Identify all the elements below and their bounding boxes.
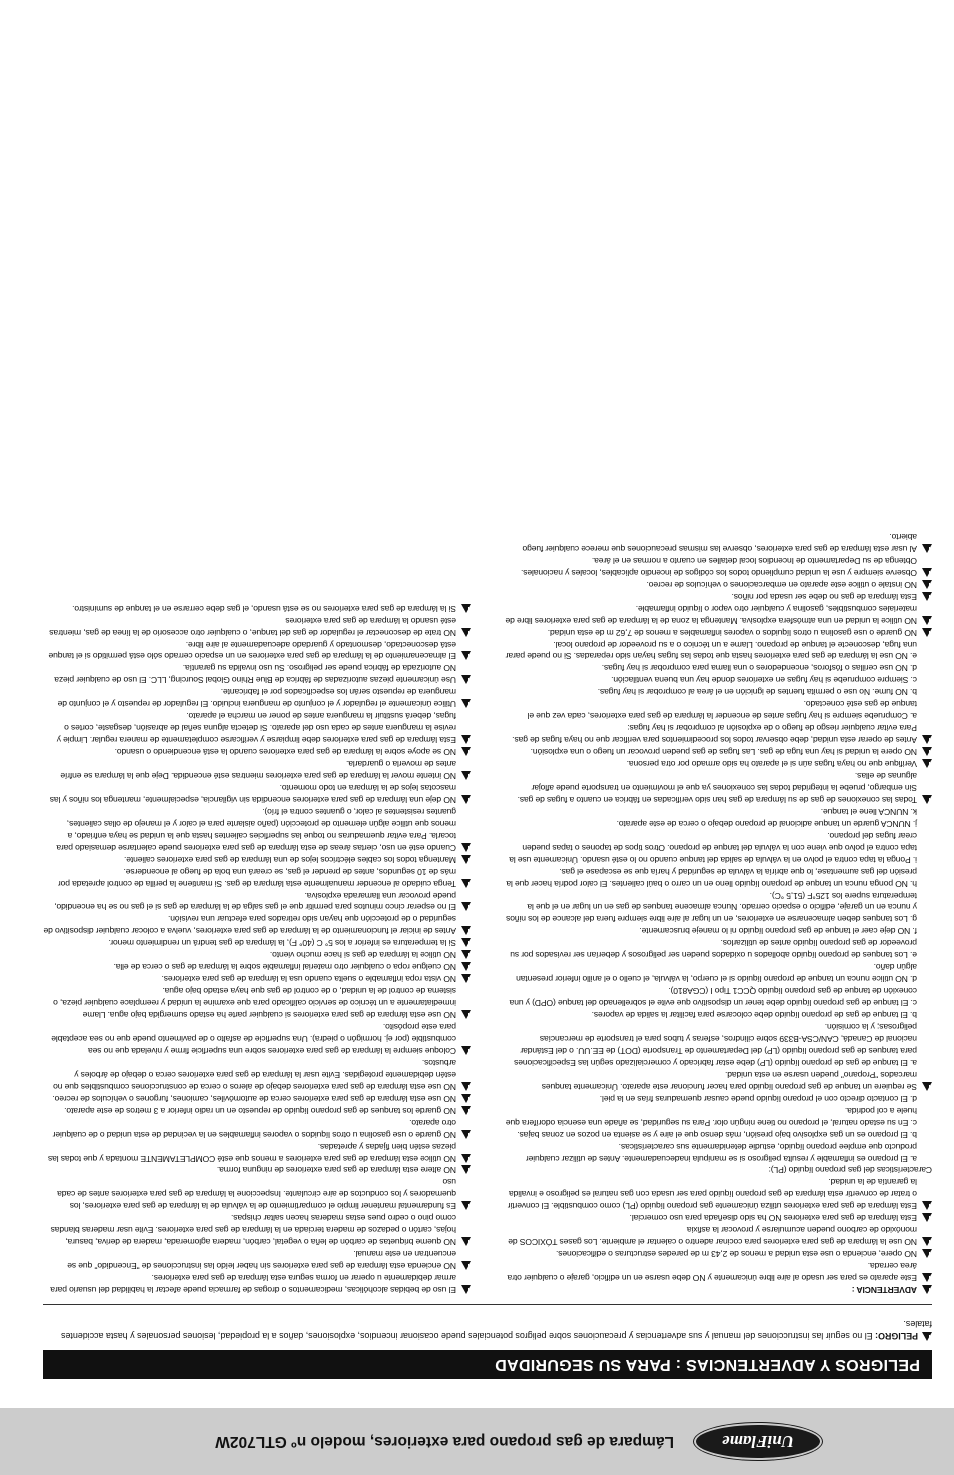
lp-heading: Características del gas propano líquido (PL): (768, 1165, 932, 1176)
right-warning-list (43, 602, 471, 1295)
warning-item (43, 853, 471, 865)
item-text: g. Los tanques deben almacenarse en exteriores, en un lugar al aire libre siempre fuera del alcance de los niños y nunca en un garaje, edificio o espacio cerrado. Nunca almacene tanques de gas en un lugar en el que la temperatura supere los 125°F (51,5 °C). (506, 890, 917, 925)
warning-triangle-icon (461, 879, 471, 888)
item-text: Esta lámpara de gas para exteriores debe limpiarse y verificarse completamente de manera regular. Limpie y revise la manguera antes de cada uso del aparato. Si detecta alguna señal de abrasión, desgaste, cortes o fugas, deberá sustituir la manguera antes de poner en marcha el aparato. (56, 711, 456, 746)
item-text: Si la temperatura es inferior a los 5° C (40° F), la lámpara de gas tendrá un rendimiento menor. (108, 938, 456, 949)
danger-notice (43, 1318, 932, 1342)
tank-requirements-list (504, 805, 932, 1092)
sub-item (504, 984, 932, 1008)
item-text: NO queme briquetas de carbón de leña o vegetal, carbón, madera aglomerada, madera de deriva, basura, hojas, cartón o pedazos de madera terciada en la lámpara de gas para exteriores. Evite usar maderas blandas como pino o cedro pues estas maderas hacen saltar chispas. (50, 1213, 456, 1248)
warning-triangle-icon (461, 903, 471, 912)
warning-item (43, 1104, 471, 1116)
warning-triangle-icon (461, 843, 471, 852)
warning-item (43, 1271, 471, 1295)
warning-item (43, 1140, 471, 1164)
item-text: NO instale o utilice este aparato en embarcaciones o vehículos de recreo. (646, 579, 917, 590)
item-text: k. NUNCA llene el tanque. (820, 806, 917, 817)
warning-triangle-icon (922, 580, 932, 589)
item-text: NO guarde o use gasolina u otros líquidos o vapores inflamables en la vecindad de esta unidad o de cualquier otro aparato. (52, 1117, 456, 1140)
header-bar (0, 1408, 954, 1475)
warning-item (43, 685, 471, 709)
uniflame-logo (696, 1425, 820, 1458)
item-text: Se requiere un tanque de gas propano líquido para hacer funcionar este aparato. Únicamente tanques marcados "Propano" pueden usarse en esta unidad. (541, 1069, 917, 1092)
divider-line (43, 1304, 932, 1305)
warning-item (504, 1223, 932, 1247)
warning-triangle-icon (461, 1285, 471, 1294)
item-text: Tenga cuidado al encender manualmente esta lámpara de gas. Si mantiene la perilla de control apretada por más de 10 segundos, antes de prender el gas, se creará una bola de fuego al encenderse. (58, 866, 456, 889)
item-text: El no esperar cinco minutos para permitir que el gas salga de la lámpara de gas si el gas no se ha encendido, puede provocar una llamarada explosiva. (54, 890, 456, 913)
item-text: a. Compruebe siempre si hay fugas antes de encender la lámpara de gas para exteriores, cada vez que el tanque de gas esté conectado. (527, 699, 917, 722)
item-text: Antes de operar esta unidad, debe observar todos los procedimientos para verificar que no haya fugas de gas. Para evitar cualquier riesgo de fuego o de explosión al comprobar si hay fugas: (512, 723, 917, 746)
item-text: NO opere la unidad si hay una fuga de gas. Las fugas de gas pueden provocar un fuego o una explosión. (530, 747, 917, 758)
warning-triangle-icon (922, 592, 932, 601)
item-text: d. El contacto directo con el propano líquido puede causar quemaduras frías en la piel. (599, 1093, 917, 1104)
warning-item (43, 745, 471, 757)
warning-triangle-icon (461, 962, 471, 971)
warning-item (504, 769, 932, 805)
item-text: NO use esta lámpara de gas para exteriores cerca de automóviles, camiones, furgones o vehículos de recreo. (52, 1093, 456, 1104)
left-column (504, 530, 932, 1295)
sub-item (504, 697, 932, 721)
warning-heading: ADVERTENCIA : (504, 1283, 932, 1295)
item-text: NO se apoye sobre la lámpara de gas para exteriores cuando la está encendiendo o usando. (114, 747, 456, 758)
sub-item (504, 673, 932, 685)
item-text: NO cuelgue ropa o cualquier otro material inflamable sobre la lámpara de gas o cerca de ella. (113, 962, 456, 973)
warning-item (43, 781, 471, 805)
warning-item (43, 1092, 471, 1104)
warning-item (43, 757, 471, 781)
warning-item (504, 578, 932, 590)
warning-item (43, 913, 471, 937)
warning-triangle-icon (922, 759, 932, 768)
sub-item (504, 1140, 932, 1164)
item-text: Verifique que no haya fugas aún si el aparato ha sido armado por otra persona. (626, 759, 917, 770)
item-text: Antes de iniciar el funcionamiento de la lámpara de gas para exteriores, vuelva a colocar cualquier dispositivo de seguridad o de protección que hayan sido retirados para efectuar una revisión. (43, 914, 456, 937)
warning-triangle-icon (461, 1130, 471, 1139)
lp-characteristics-list (504, 1092, 932, 1164)
item-text: d. NO utilice nunca un tanque de propano líquido si el cuerpo, la válvula, el cuello o el anillo inferior presentan algún daño. (516, 962, 917, 985)
danger-text: El no seguir las instrucciones del manual y sus advertencias y precauciones sobre peligros potenciales puede ocasionar incendios, explosiones, daños a la propiedad, lesiones personales y hasta accidentes fatales. (61, 1319, 932, 1341)
warning-triangle-icon (461, 974, 471, 983)
item-text: c. El tanque de gas propano líquido debe tener un dispositivo que evite el sobrellenado del tanque (OPD) y una conexión de tanque de gas propano líquido QCC1 Tipo I (CGA810). (509, 986, 917, 1009)
warning-item (504, 602, 932, 626)
sub-item (504, 817, 932, 829)
item-text: Este aparato es para ser usado al aire libre únicamente y NO debe usarse en un edificio, garaje o cualquier otra área cerrada. (507, 1261, 917, 1284)
storage-warning-list (504, 530, 932, 638)
section-title-bar (43, 1350, 932, 1379)
warning-item (43, 602, 471, 614)
sub-item (504, 1008, 932, 1020)
warning-triangle-icon (922, 1285, 932, 1294)
warning-item (504, 757, 932, 769)
item-text: NO utilice la lámpara de gas si hace mucho viento. (270, 950, 456, 961)
warning-triangle-icon (461, 950, 471, 959)
item-text: b. NO fume. No use o permita fuentes de ignición en el área al comprobar si hay fugas. (597, 687, 917, 698)
item-text: El almacenamiento de la lámpara de gas para exteriores en un espacio cerrado sólo está permitido si el tanque está desconectado, desmontado y guardado adecuadamente al aire libre. (48, 639, 456, 662)
warning-triangle-icon (922, 735, 932, 744)
warning-item (43, 1247, 471, 1271)
warning-triangle-icon (922, 1332, 932, 1341)
warning-triangle-icon (461, 747, 471, 756)
warning-triangle-icon (461, 1082, 471, 1091)
warning-triangle-icon (922, 1213, 932, 1222)
item-text: Observe siempre y use la unidad cumpliendo todos los códigos de incendio aplicables, locales y nacionales. Obtenga de su Departamento de Incendios local detalles en cuanto a normas en el área. (521, 555, 917, 578)
warning-triangle-icon (922, 568, 932, 577)
warning-triangle-icon (461, 604, 471, 613)
warning-item (504, 745, 932, 757)
sub-item (504, 829, 932, 865)
warning-item (43, 1175, 471, 1211)
warning-item (43, 709, 471, 745)
sub-item (504, 1092, 932, 1104)
item-text: f. NO deje caer el tanque de gas propano líquido ni lo maneje bruscamente. (639, 926, 917, 937)
warning-triangle-icon (922, 1082, 932, 1091)
item-text: e. NO use la lámpara de gas para exteriores hasta que todas las fugas hayan sido reparadas. Si no puede parar una fuga, desconecte el tanque de propano. Llame a un técnico o a su proveedor de propano local. (505, 639, 917, 662)
warning-triangle-icon (461, 1010, 471, 1019)
item-text: Esta lámpara de gas no debe ser usada por niños. (731, 591, 917, 602)
item-text: El uso de bebidas alcohólicas, medicamentos o drogas de farmacia puede afectar la habilidad del usuario para armar debidamente u operar en forma segura esta lámpara de gas para exteriores. (50, 1273, 456, 1295)
warning-item (504, 554, 932, 578)
leak-check-list (504, 638, 932, 722)
warning-item (43, 661, 471, 685)
sub-item (504, 1020, 932, 1068)
warning-item (504, 626, 932, 638)
warning-triangle-icon (461, 699, 471, 708)
sub-item (504, 865, 932, 889)
item-text: NO encienda esta lámpara de gas para exteriores sin haber leído las instrucciones de "Encendido" que se encuentran en este manual. (67, 1249, 456, 1272)
warning-item (43, 805, 471, 853)
item-text: NO opere, encienda o use esta unidad a menos de 2,43 m de paredes estructuras o edificaciones. (556, 1249, 917, 1260)
item-text: NO vista ropa inflamable o suelta cuando usa la lámpara de gas para exteriores. (161, 974, 456, 985)
warning-triangle-icon (461, 1201, 471, 1210)
warning-triangle-icon (461, 771, 471, 780)
item-text: i. Ponga la tapa contra el polvo en la válvula de salida del tanque cuando no lo esté usando. Únicamente use la tapa contra el polvo que viene con la válvula del tanque de propano. Otros tipos de tapones o tapas pueden crear fugas del propano. (509, 830, 917, 865)
warning-item (504, 1175, 932, 1211)
section-title: PELIGROS Y ADVERTENCIAS : PARA SU SEGURIDAD (494, 1356, 920, 1373)
warning-triangle-icon (922, 628, 932, 637)
item-text: NO use esta lámpara de gas para exteriores si cualquier parte ha estado sumergida bajo agua. Llame inmediatamente a un técnico de servicio calificado para que examine la unidad y reemplace cualquier pieza, o sistema de control de la unidad, o de control de gas que haya estado bajo agua. (53, 986, 456, 1021)
sub-item (504, 1104, 932, 1128)
warning-triangle-icon (461, 1046, 471, 1055)
item-text: NO altere esta lámpara de gas para exteriores de ninguna forma. (217, 1165, 456, 1176)
warning-item (43, 865, 471, 889)
item-text: c. En su estado natural, el propano no tiene ningún olor. Para su seguridad, se añade una esencia odorífera que huele a col podrida. (506, 1105, 917, 1128)
warning-triangle-icon (461, 1106, 471, 1115)
item-text: Utilice únicamente el regulador y el conjunto de manguera incluido. El regulador de repuesto y el conjunto de manguera de repuesto serán los especificados por el fabricante. (57, 687, 456, 710)
warning-triangle-icon (461, 1094, 471, 1103)
item-text: NO utilice esta lámpara de gas para exteriores a menos que esté COMPLETAMENTE montada y que todas las piezas estén bien fijadas y apretadas. (48, 1141, 456, 1164)
warning-item (504, 1259, 932, 1283)
sub-item (504, 924, 932, 936)
warning-triangle-icon (461, 926, 471, 935)
item-text: Al usar esta lámpara de gas para exteriores, observe las mismas precauciones que merece cualquier fuego abierto. (522, 531, 917, 554)
warning-triangle-icon (461, 795, 471, 804)
item-text: NO guarde o use gasolina u otros líquidos o vapores inflamables a menos de 7,62 m de esta unidad. (547, 627, 917, 638)
warning-triangle-icon (922, 795, 932, 804)
item-text: NO intente mover la lámpara de gas para exteriores mientras esté encendida. Deje que la lámpara se enfríe antes de moverla o guardarla. (60, 759, 456, 782)
item-text: Coloque siempre la lámpara de gas para exteriores sobre una superficie firme y nivelada que no sea combustible (por ej. hormigón o piedra). Una superficie de asfalto o de pavimento puede que no sea aceptable para este propósito. (51, 1022, 456, 1056)
item-text: NO deje una lámpara de gas para exteriores encendida sin vigilancia, especialmente, mantenga los niños y las mascotas lejos de la lámpara en todo momento. (49, 782, 456, 805)
warning-item (43, 614, 471, 638)
item-text: e. Los tanques de propano líquido abollados u oxidados pueden ser peligrosos y deberían ser revisados por su proveedor de gas propano líquido antes de utilizarlos. (510, 938, 917, 961)
item-text: NO trate de desconectar el regulador de gas del tanque, o cualquier otro accesorio de la línea de gas, mientras esté usando la lámpara de gas para exteriores (49, 615, 456, 638)
left-warning-list (504, 1175, 932, 1283)
sub-item (504, 805, 932, 817)
item-text: Cuando esté en uso, ciertas áreas de esta lámpara de gas para exteriores puede calentarse demasiado para tocarla. Para evitar quemaduras no toque las superficies calientes hasta que la unidad se haya enfriado, a menos que utilice algún elemento de protección (paño aislante para el calor y el manejo de ollas calientes, guantes resistentes al calor, o guantes contra el frío). (56, 806, 456, 853)
item-text: Si la lámpara de gas para exteriores no se está usando, el gas debe cerrarse en el tanque de suministro. (72, 603, 456, 614)
item-text: Use únicamente piezas autorizadas de fábrica de Blue Rhino Global Sourcing, LLC. El uso de cualquier pieza NO autorizada de fábrica puede ser peligroso. Su uso invalida su garantía. (54, 663, 456, 686)
warning-triangle-icon (922, 616, 932, 625)
warning-triangle-icon (922, 1273, 932, 1282)
header-title: Lámpara de gas propano para exteriores, modelo nº GTL702W (215, 1433, 674, 1450)
sub-item (504, 685, 932, 697)
item-text: NO use la lámpara de gas para exteriores para cocinar adentro o calentar el ambiente. Los gases TÓXICOS de monóxido de carbono pueden acumularse y provocar la asfixia (508, 1225, 917, 1248)
warning-item (43, 1164, 471, 1176)
item-text: NO guarde los tanques de gas propano líquido de repuesto en un radio inferior a 3 metros de este aparato. (64, 1105, 456, 1116)
right-column (43, 602, 471, 1295)
warning-item (504, 1211, 932, 1223)
item-text: d. NO use cerillas o fósforos, encendedores o una llama para comprobar si hay fugas. (601, 663, 917, 674)
sub-item (504, 1128, 932, 1140)
item-text: h. NO ponga nunca un tanque de propano líquido lleno en un carro o baúl calientes. El calor podría hacer que la presión del gas aumentase, lo que abriría la válvula de seguridad y haría que se escapase el gas. (506, 866, 917, 889)
item-text: Es fundamental mantener limpio el compartimiento de la válvula de la lámpara de gas para exteriores, los quemadores y los conductos de aire circulante. Inspeccione la lámpara de gas para exteriores antes de cada uso (57, 1177, 456, 1212)
warning-item (43, 960, 471, 972)
warning-item (504, 1068, 932, 1092)
item-text: j. NUNCA guarde un tanque adicional de propano debajo o cerca de este aparato. (616, 818, 917, 829)
warning-item (43, 1211, 471, 1247)
warning-triangle-icon (461, 1261, 471, 1270)
warning-triangle-icon (461, 628, 471, 637)
item-text: NO use esta lámpara de gas para exteriores debajo de aleros o cerca de construcciones combustibles que no estén debidamente protegidas. Evite usar la lámpara de gas para exteriores cerca o debajo de árboles y arbustos. (53, 1057, 456, 1092)
warning-triangle-icon (461, 855, 471, 864)
item-text: Esta lámpara de gas para exteriores utiliza únicamente gas propano líquido (PL) como combustible. El convertir o tratar de convertir esta lámpara de gas propano líquido para ser usada con gas natural es peligroso e invalida la garantía de la unidad. (507, 1177, 917, 1212)
danger-label: PELIGRO: (875, 1331, 918, 1341)
item-text: c. Siempre compruebe si hay fugas en exteriores donde hay una buena ventilación. (611, 675, 917, 686)
item-text: Esta lámpara de gas para exteriores NO ha sido diseñada para uso comercial. (629, 1213, 917, 1224)
warning-item (504, 590, 932, 602)
warning-item (43, 984, 471, 1020)
item-text: b. El propano es un gas explosivo bajo presión, más denso que el aire y se asienta en pozos en zonas bajas. (517, 1129, 917, 1140)
warning-triangle-icon (922, 544, 932, 553)
item-text: b. El tanque de gas de propano líquido debe colocarse para facilitar la salida de vapores. (591, 1010, 917, 1021)
warning-item (43, 1020, 471, 1056)
item-text: a. El propano es inflamable y resulta peligroso si se manipula inadecuadamente. Antes de utilizar cualquier producto que emplee propano líquido, estudie detenidamente sus características. (526, 1141, 917, 1164)
warning-item (43, 1116, 471, 1140)
warning-triangle-icon (922, 1249, 932, 1258)
warning-item (43, 1056, 471, 1092)
warning-triangle-icon (461, 651, 471, 660)
warning-item (43, 972, 471, 984)
warning-triangle-icon (461, 735, 471, 744)
warning-triangle-icon (922, 1201, 932, 1210)
leak-warning-list (504, 721, 932, 805)
warning-triangle-icon (461, 1154, 471, 1163)
item-text: a. El tanque de gas de propano líquido (LP) debe estar fabricado y comercializado según las Especificaciones para tanques de gas propano líquido (LP) del Departamento de Transporte (DOT) de EE.UU. o del Estándar nacional de Canadá, CAN/CSA-B339 sobre cilindros, esferas y tubos para el transporte de mercancías peligrosas; y la comisión. (514, 1022, 917, 1068)
logo-text: UniFlame (722, 1432, 794, 1451)
item-text: Todas las conexiones de gas de su lámpara de gas han sido verificadas en fábrica en cuanto a fugas de gas. Sin embargo, pruebe la integridad todas las conexiones ya que el movimiento en transporte puede aflojar algunas de ellas. (517, 771, 917, 805)
warning-triangle-icon (461, 1165, 471, 1174)
item-text: Mantenga todos los cables eléctricos lejos de una lámpara de gas para exteriores caliente. (124, 854, 456, 865)
item-text: NO utilice la unidad en una atmósfera explosiva. Mantenga la zona de la lámpara de gas para exteriores libre de materiales combustibles, gasolina y cualquier otro vapor o líquido inflamable. (505, 603, 917, 626)
warning-triangle-icon (922, 747, 932, 756)
warning-triangle-icon (922, 1237, 932, 1246)
sub-item (504, 638, 932, 662)
warning-item (504, 721, 932, 745)
sub-item (504, 960, 932, 984)
warning-item (43, 936, 471, 948)
warning-item (43, 638, 471, 662)
sub-item (504, 661, 932, 673)
warning-item (43, 889, 471, 913)
warning-triangle-icon (461, 1237, 471, 1246)
sub-item (504, 889, 932, 925)
warning-triangle-icon (461, 675, 471, 684)
warning-item (504, 1247, 932, 1259)
sub-item (504, 936, 932, 960)
warning-item (504, 530, 932, 554)
warning-item (43, 948, 471, 960)
warning-triangle-icon (461, 938, 471, 947)
